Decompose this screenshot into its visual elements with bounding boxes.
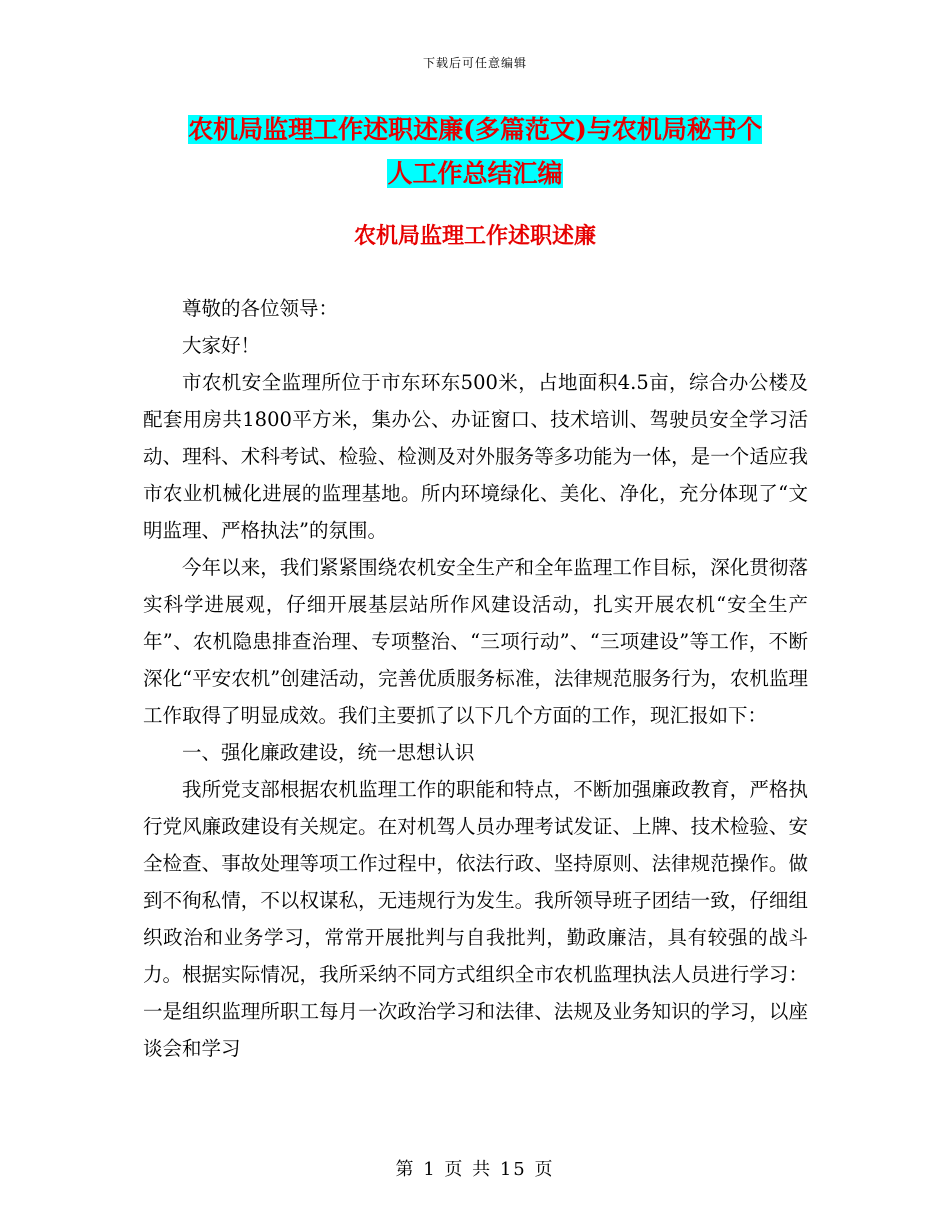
paragraph: 我所党支部根据农机监理工作的职能和特点，不断加强廉政教育，严格执行党风廉政建设有关规定。在对机驾人员办理考试发证、上牌、技术检验、安全检查、事故处理等项工作过程中，依法行政、坚持原则、法律规范操作。做到不徇私情，不以权谋私，无违规行为发生。我所领导班子团结一致，仔细组织政治和业务学习，常常开展批判与自我批判，勤政廉洁，具有较强的战斗力。根据实际情况，我所采纳不同方式组织全市农机监理执法人员进行学习：一是组织监理所职工每月一次政治学习和法律、法规及业务知识的学习，以座谈会和学习 (143, 778, 808, 1060)
body-text (143, 290, 808, 1067)
paragraph: 市农机安全监理所位于市东环东500米，占地面积4.5亩，综合办公楼及配套用房共1800平方米，集办公、办证窗口、技术培训、驾驶员安全学习活动、理科、术科考试、检验、检测及对外服务等多功能为一体，是一个适应我市农业机械化进展的监理基地。所内环境绿化、美化、净化，充分体现了“文明监理、严格执法”的氛围。 (143, 371, 808, 542)
paragraph-greeting: 大家好！ (182, 334, 261, 357)
document-title-line-1: 农机局监理工作述职述廉(多篇范文)与农机局秘书个 (188, 115, 762, 144)
paragraph: 今年以来，我们紧紧围绕农机安全生产和全年监理工作目标，深化贯彻落实科学进展观，仔细开展基层站所作风建设活动，扎实开展农机“安全生产年”、农机隐患排查治理、专项整治、“三项行动”、“三项建设”等工作，不断深化“平安农机”创建活动，完善优质服务标准，法律规范服务行为，农机监理工作取得了明显成效。我们主要抓了以下几个方面的工作，现汇报如下： (143, 556, 808, 727)
paragraph-salutation: 尊敬的各位领导： (182, 297, 339, 320)
section-title: 农机局监理工作述职述廉 (353, 223, 596, 249)
page-footer: 第 1 页 共 15 页 (395, 1159, 555, 1180)
paragraph-heading: 一、强化廉政建设，统一思想认识 (182, 741, 475, 764)
header-note: 下载后可任意编辑 (422, 56, 527, 70)
document-title (140, 108, 810, 196)
document-title-line-2: 人工作总结汇编 (387, 159, 563, 188)
